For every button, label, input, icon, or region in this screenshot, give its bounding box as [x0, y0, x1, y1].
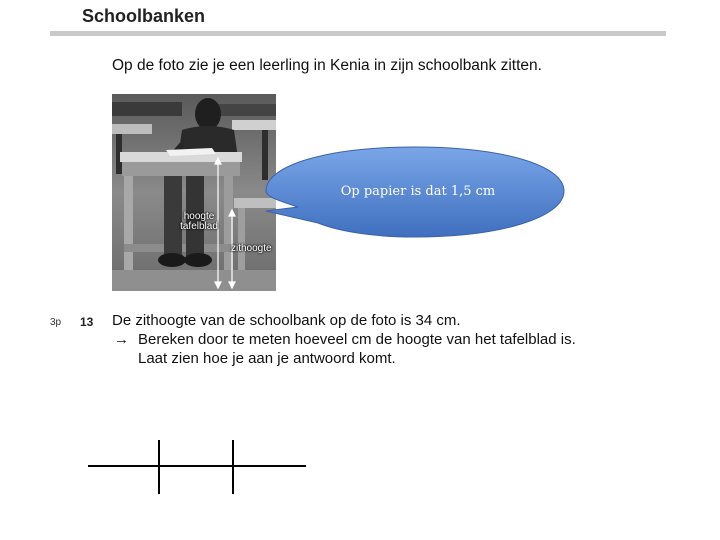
question-number: 13 — [80, 315, 94, 329]
title-divider — [50, 31, 666, 36]
classroom-photo — [112, 94, 276, 291]
photo-illustration — [112, 94, 276, 291]
question-points: 3p — [50, 317, 62, 328]
seat-height-label: zithoogte — [231, 243, 272, 254]
answer-grid-drawing — [80, 430, 320, 500]
table-height-label: hoogte tafelblad — [180, 211, 218, 232]
question-line-1: De zithoogte van de schoolbank op de foto is 34 cm. — [112, 312, 461, 329]
arrow-icon: → — [114, 331, 129, 348]
page-title: Schoolbanken — [82, 6, 206, 26]
callout-text: Op papier is dat 1,5 cm — [340, 184, 496, 199]
intro-text: Op de foto zie je een leerling in Kenia in zijn schoolbank zitten. — [112, 57, 542, 74]
question-line-3: Laat zien hoe je aan je antwoord komt. — [138, 350, 396, 367]
question-line-2: Bereken door te meten hoeveel cm de hoogte van het tafelblad is. — [138, 331, 576, 348]
